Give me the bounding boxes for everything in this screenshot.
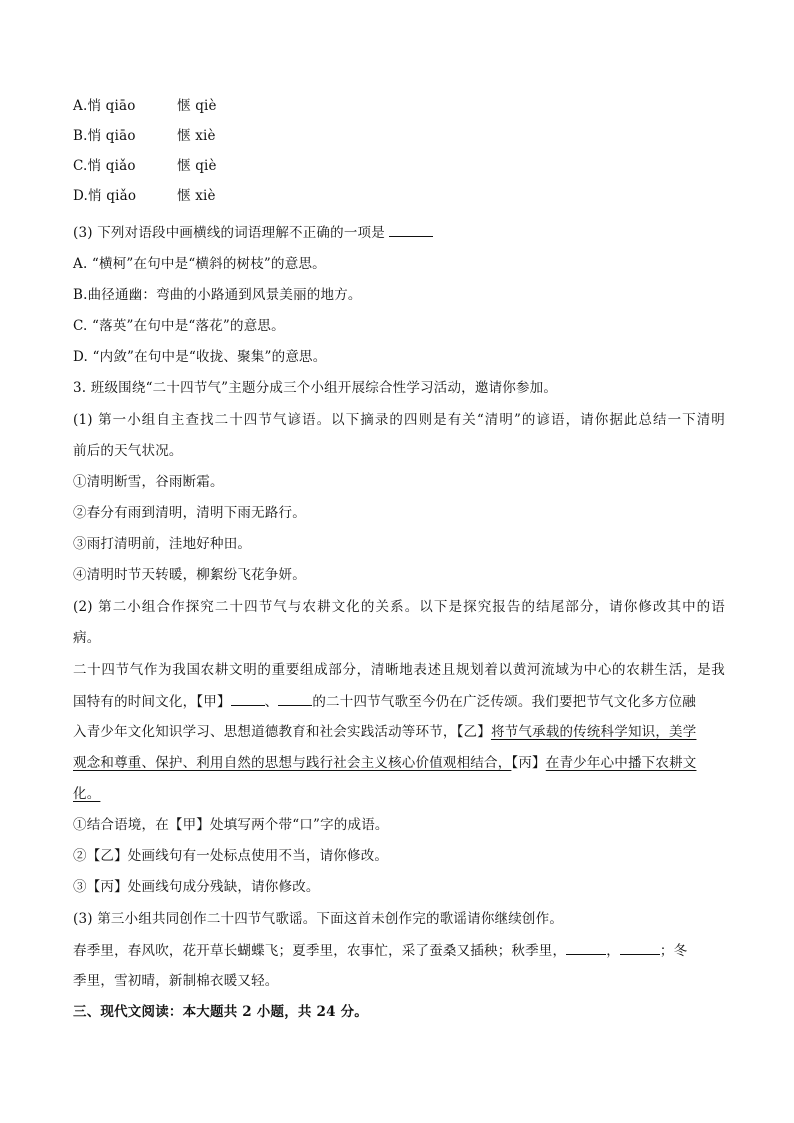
option-c (73, 156, 725, 176)
underlined-sentence-bing-cont: 化。 (73, 786, 101, 802)
report-line4 (73, 753, 725, 773)
option-b-alt: 惬 xiè (177, 128, 216, 144)
option-a-label: A.悄 qiāo (73, 98, 136, 114)
underlined-sentence-bing: 在青少年心中播下农耕文 (545, 755, 697, 771)
q3-option-a: A. “横柯”在句中是“横斜的树枝”的意思。 (73, 256, 326, 272)
report-line3 (73, 722, 725, 742)
option-c-alt: 惬 qiè (177, 158, 217, 174)
ballad-line1-start: 春季里，春风吹，花开草长蝴蝶飞；夏季里，农事忙，采了蚕桑又插秧；秋季里， (73, 943, 567, 959)
ballad-sep: ， (606, 943, 620, 959)
blank-jia-1[interactable] (231, 691, 265, 706)
ballad-line1-end: ；冬 (659, 943, 688, 959)
report-line3-start: 入青少年文化知识学习、思想道德教育和社会实践活动等环节，【乙】 (73, 724, 491, 740)
report-line2-sep: 、 (264, 694, 279, 710)
option-d-label: D.悄 qiǎo (73, 188, 137, 204)
marker-bing: 【丙】 (511, 755, 546, 771)
report-line1: 二十四节气作为我国农耕文明的重要组成部分，清晰地表述且规划着以黄河流域为中心的农耕生活，是我 (73, 662, 725, 678)
option-b (73, 126, 725, 146)
sub2-line1: (2) 第二小组合作探究二十四节气与农耕文化的关系。以下是探究报告的结尾部分，请你修改其中的语 (73, 599, 725, 615)
option-c-label: C.悄 qiǎo (73, 158, 136, 174)
report-line2-end: 的二十四节气歌至今仍在广泛传颂。我们要把节气文化多方位融 (312, 694, 696, 710)
sub1-line2: 前后的天气状况。 (73, 443, 183, 459)
proverb-3: ③雨打清明前，洼地好种田。 (73, 536, 252, 552)
option-d-alt: 惬 xiè (177, 188, 216, 204)
proverb-1: ①清明断雪，谷雨断霜。 (73, 474, 224, 490)
section3-intro: 3. 班级围绕“二十四节气”主题分成三个小组开展综合性学习活动，邀请你参加。 (73, 380, 558, 396)
sub1-line1: (1) 第一小组自主查找二十四节气谚语。以下摘录的四则是有关“清明”的谚语，请你据此总结一下清明 (73, 412, 725, 428)
ballad-line1 (73, 940, 725, 961)
sub3-line1: (3) 第三小组共同创作二十四节气歌谣。下面这首未创作完的歌谣请你继续创作。 (73, 911, 564, 927)
answer-blank[interactable] (389, 222, 433, 237)
blank-jia-2[interactable] (278, 691, 312, 706)
blank-autumn-2[interactable] (620, 940, 660, 955)
underlined-sentence-yi-cont: 观念和尊重、保护、利用自然的思想与践行社会主义核心价值观相结合， (73, 755, 512, 771)
ballad-line2: 季里，雪初晴，新制棉衣暖又轻。 (73, 973, 279, 989)
section-heading: 三、现代文阅读：本大题共 2 小题，共 24 分。 (73, 1004, 368, 1020)
option-a-alt: 惬 qiè (177, 98, 217, 114)
task-1: ①结合语境，在【甲】处填写两个带“口”字的成语。 (73, 817, 389, 833)
q3-stem: (3) 下列对语段中画横线的词语理解不正确的一项是 (73, 225, 385, 241)
task-2: ②【乙】处画线句有一处标点使用不当，请你修改。 (73, 848, 389, 864)
q3-option-d: D. “内敛”在句中是“收拢、聚集”的意思。 (73, 349, 327, 365)
sub2-line2: 病。 (73, 630, 101, 646)
task-3: ③【丙】处画线句成分残缺，请你修改。 (73, 879, 320, 895)
report-line5 (73, 784, 725, 804)
q3-option-c: C. “落英”在句中是“落花”的意思。 (73, 318, 285, 334)
blank-autumn-1[interactable] (566, 940, 606, 955)
option-d (73, 186, 725, 206)
option-b-label: B.悄 qiāo (73, 128, 136, 144)
report-line2 (73, 691, 725, 712)
report-line2-start: 国特有的时间文化，【甲】 (73, 694, 231, 710)
proverb-4: ④清明时节天转暖，柳絮纷飞花争妍。 (73, 567, 306, 583)
proverb-2: ②春分有雨到清明，清明下雨无路行。 (73, 505, 306, 521)
q3-option-b: B.曲径通幽：弯曲的小路通到风景美丽的地方。 (73, 287, 362, 303)
option-a (73, 96, 725, 116)
underlined-sentence-yi: 将节气承载的传统科学知识，美学 (490, 724, 697, 740)
q3-stem-line (73, 222, 725, 243)
